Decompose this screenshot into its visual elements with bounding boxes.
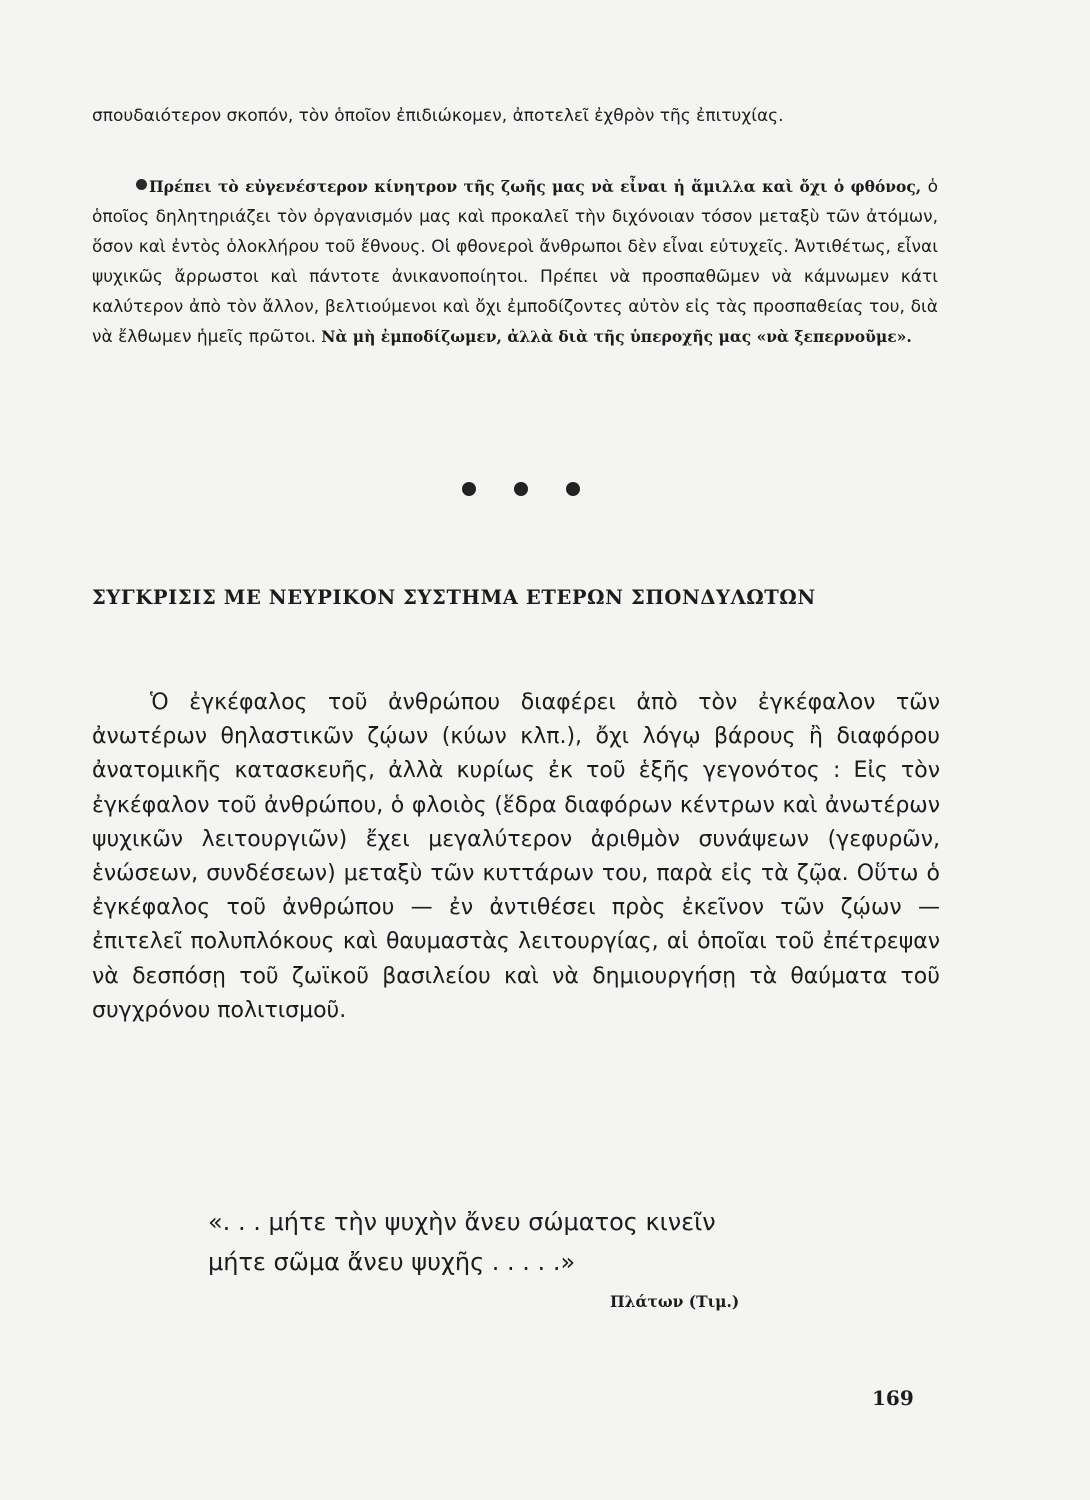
top-line: σπουδαιότερον σκοπόν, τὸν ὁποῖον ἐπιδιώκομεν, ἀποτελεῖ ἐχθρὸν τῆς ἐπιτυχίας.	[92, 106, 784, 126]
section-separator	[458, 482, 598, 502]
bullet-icon	[136, 179, 147, 190]
section-heading: ΣΥΓΚΡΙΣΙΣ ΜΕ ΝΕΥΡΙΚΟΝ ΣΥΣΤΗΜΑ ΕΤΕΡΩΝ ΣΠΟΝΔΥΛΩΤΩΝ	[92, 586, 816, 609]
paragraph-lead-bold: Πρέπει τὸ εὐγενέστερον κίνητρον τῆς ζωῆς μας νὰ εἶναι ἡ ἅμιλλα καὶ ὄχι ὁ φθόνος,	[149, 177, 922, 196]
quote-block	[208, 1202, 768, 1282]
quote-source: Πλάτων (Τιμ.)	[610, 1292, 740, 1311]
dot-icon	[514, 482, 528, 496]
quote-line-2: μήτε σῶμα ἄνευ ψυχῆς . . . . .»	[208, 1248, 576, 1276]
section-text: Ὁ ἐγκέφαλος τοῦ ἀνθρώπου διαφέρει ἀπὸ τὸν ἐγκέφαλον τῶν ἀνωτέρων θηλαστικῶν ζῴων (κύων κλπ.), ὄχι λόγῳ βάρους ἢ διαφόρου ἀνατομικῆς κατασκευῆς, ἀλλὰ κυρίως ἐκ τοῦ ἑξῆς γεγονότος : Εἰς τὸν ἐγκέφαλον τοῦ ἀνθρώπου, ὁ φλοιὸς (ἕδρα διαφόρων κέντρων καὶ ἀνωτέρων ψυχικῶν λειτουργιῶν) ἔχει μεγαλύτερον ἀριθμὸν συνάψεων (γεφυρῶν, ἑνώσεων, συνδέσεων) μεταξὺ τῶν κυττάρων του, παρὰ εἰς τὰ ζῷα. Οὕτω ὁ ἐγκέφαλος τοῦ ἀνθρώπου — ἐν ἀντιθέσει πρὸς ἐκεῖνον τῶν ζῴων — ἐπιτελεῖ πολυπλόκους καὶ θαυμαστὰς λειτουργίας, αἱ ὁποῖαι τοῦ ἐπέτρεψαν νὰ δεσπόσῃ τοῦ ζωϊκοῦ βασιλείου καὶ νὰ δημιουργήσῃ τὰ θαύματα τοῦ συγχρόνου πολιτισμοῦ.	[92, 690, 940, 1023]
paragraph-body: ὁ ὁποῖος δηλητηριάζει τὸν ὀργανισμόν μας καὶ προκαλεῖ τὴν διχόνοιαν τόσον μεταξὺ τῶν ἀτόμων, ὅσον καὶ ἐντὸς ὁλοκλήρου τοῦ ἔθνους. Οἱ φθονεροὶ ἄνθρωποι δὲν εἶναι εὐτυχεῖς. Ἀντιθέτως, εἶναι ψυχικῶς ἄρρωστοι καὶ πάντοτε ἀνικανοποίητοι. Πρέπει νὰ προσπαθῶμεν νὰ κάμνωμεν κάτι καλύτερον ἀπὸ τὸν ἄλλον, βελτιούμενοι καὶ ὄχι ἐμποδίζοντες αὐτὸν εἰς τὰς προσπαθείας του, διὰ νὰ ἔλθωμεν ἡμεῖς πρῶτοι.	[92, 177, 938, 347]
dot-icon	[566, 482, 580, 496]
dot-icon	[462, 482, 476, 496]
page-number: 169	[872, 1386, 914, 1410]
quote-line-1: «. . . μήτε τὴν ψυχὴν ἄνευ σώματος κινεῖν	[208, 1208, 716, 1236]
paragraph-envy	[92, 172, 938, 352]
paragraph-tail-bold: Νὰ μὴ ἐμποδίζωμεν, ἀλλὰ διὰ τῆς ὑπεροχῆς μας «νὰ ξεπερνοῦμε».	[321, 327, 912, 346]
